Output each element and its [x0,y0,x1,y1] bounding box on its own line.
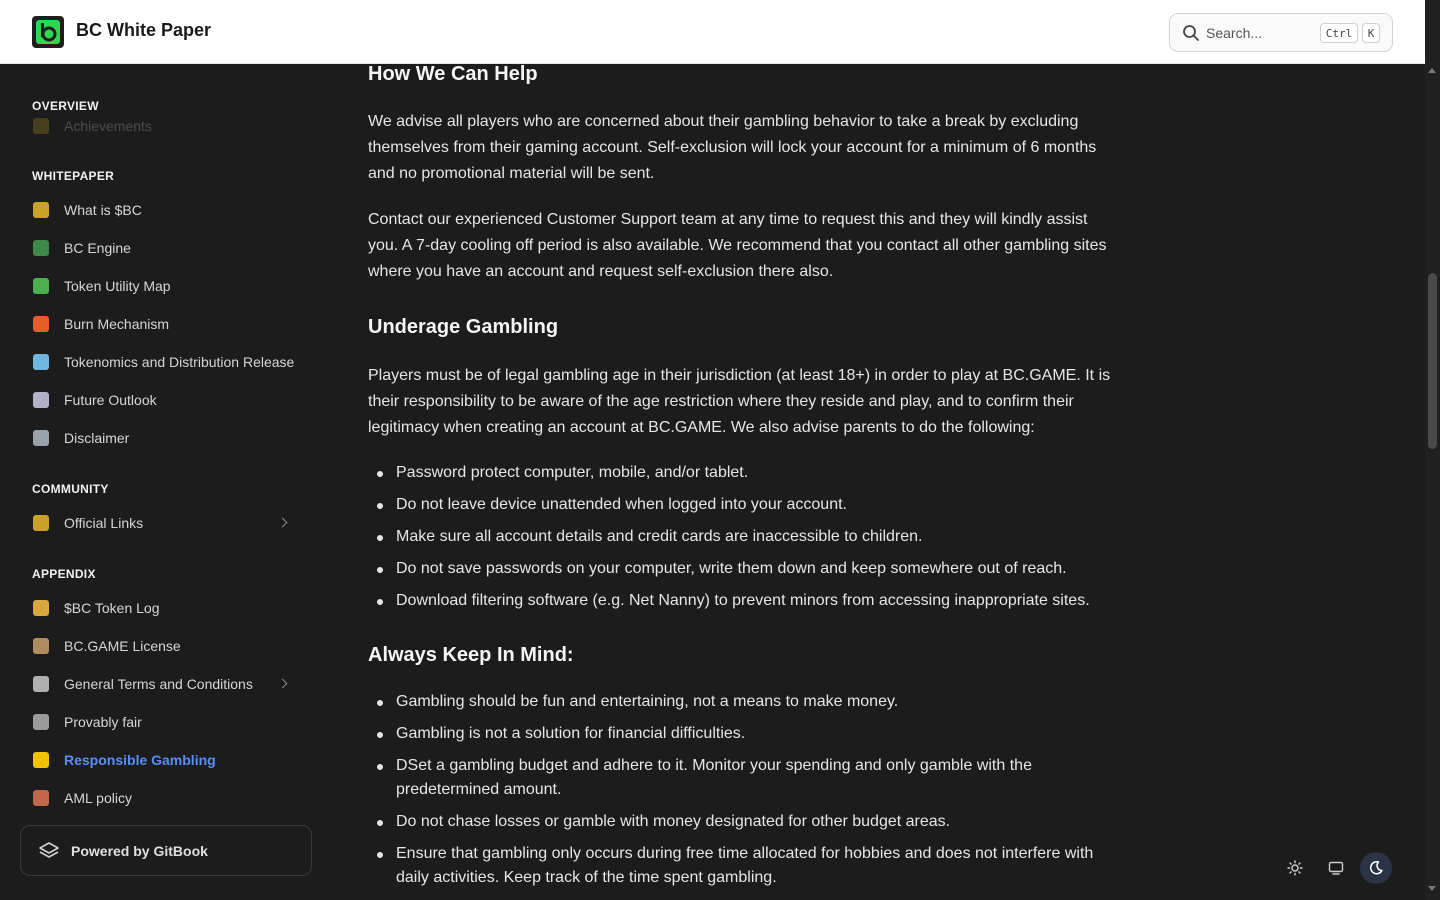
sidebar-item-label: Burn Mechanism [64,316,170,332]
sidebar-item-label: $BC Token Log [64,600,160,616]
section-title-whitepaper: WHITEPAPER [32,169,115,183]
list-item: Do not save passwords on your computer, write them down and keep somewhere out of reach. [368,557,1118,581]
search-box[interactable] [1169,13,1393,52]
top-header [0,0,1425,64]
gem-icon [33,354,49,370]
sidebar-item-label: BC Engine [64,240,131,256]
memo-icon [33,676,49,692]
sidebar-item-label: General Terms and Conditions [64,676,253,692]
search-placeholder: Search... [1206,25,1263,41]
sidebar-item-label: BC.GAME License [64,638,181,654]
sidebar-item-aml-policy[interactable] [24,782,304,814]
bc-logo-icon [35,19,61,45]
underage-bullet-list [368,461,1118,621]
section-title-overview: OVERVIEW [32,99,99,113]
scales-icon [33,714,49,730]
sidebar-item-future-outlook[interactable] [24,384,304,416]
sidebar-item-tokenomics-and-distribution-release[interactable] [24,346,304,378]
list-item: Make sure all account details and credit cards are inaccessible to children. [368,525,1118,549]
paragraph-help-2: Contact our experienced Customer Support team at any time to request this and they will kindly assist you. A 7-day cooling off period is also available. We recommend that you contact all other gambling sites where you have an account and request self-exclusion there also. [368,211,1107,280]
clipboard-icon [33,638,49,654]
sidebar-item-general-terms-and-conditions[interactable] [24,668,304,700]
sidebar-item-label: What is $BC [64,202,142,218]
sidebar-item-label: Disclaimer [64,430,130,446]
system-mode-button[interactable] [1320,852,1352,884]
people-icon [33,515,49,531]
sidebar-item-disclaimer[interactable] [24,422,304,454]
sidebar-item-label: Provably fair [64,714,142,730]
folder-icon [33,600,49,616]
sidebar-item-what-is-bc[interactable] [24,194,304,226]
sidebar-item-provably-fair[interactable] [24,706,304,738]
heading-underage-gambling: Underage Gambling [368,316,559,338]
scroll-down-arrow[interactable] [1428,886,1436,891]
sidebar-item-label: AML policy [64,790,132,806]
chevron-right-icon[interactable] [278,518,288,528]
battery-icon [33,278,49,294]
sidebar-item-label: Achievements [64,118,152,134]
sidebar-item-bc-engine[interactable] [24,232,304,264]
coin-icon [33,202,49,218]
sidebar-item-label: Future Outlook [64,392,157,408]
heading-how-we-can-help: How We Can Help [368,63,538,85]
sidebar-item-burn-mechanism[interactable] [24,308,304,340]
dark-mode-button[interactable] [1360,852,1392,884]
shortcut-ctrl-key: Ctrl [1320,23,1358,43]
sidebar-item-token-utility-map[interactable] [24,270,304,302]
paragraph-help-1: We advise all players who are concerned about their gambling behavior to take a break by excluding themselves from their gaming account. Self-exclusion will lock your account for a minimum of 6 months and no promotional material will be sent. [368,113,1097,182]
monitor-icon [1328,860,1344,876]
chevron-right-icon[interactable] [278,679,288,689]
site-title[interactable]: BC White Paper [76,20,212,40]
sidebar-item-bc-token-log[interactable] [24,592,304,624]
list-item: Ensure that gambling only occurs during free time allocated for hobbies and does not interfere with daily activities. Keep track of the time spent gambling. [368,842,1118,890]
sidebar-item-label: Token Utility Map [64,278,171,294]
gitbook-icon [38,841,60,861]
moon-icon [1368,860,1384,876]
engine-icon [33,240,49,256]
list-item: Gambling should be fun and entertaining, not a means to make money. [368,690,1118,714]
sidebar-item-official-links[interactable] [24,507,304,539]
sidebar-item-label: Responsible Gambling [64,752,216,768]
list-item: Password protect computer, mobile, and/or tablet. [368,461,1118,485]
site-logo[interactable] [32,16,64,48]
sidebar-item-bc-game-license[interactable] [24,630,304,662]
inbox-icon [33,790,49,806]
paragraph-underage: Players must be of legal gambling age in their jurisdiction (at least 18+) in order to play at BC.GAME. It is their responsibility to be aware of the age restriction where they reside and play, and to confirm their legitimacy when creating an account at BC.GAME. We also advise parents to do the following: [368,367,1111,436]
page-scrollbar[interactable] [1425,0,1440,900]
page-icon [33,430,49,446]
sidebar-item-label: Tokenomics and Distribution Release [64,354,295,370]
gitbook-label: Powered by GitBook [71,843,208,859]
section-title-appendix: APPENDIX [32,567,96,581]
sidebar-item-label: Official Links [64,515,144,531]
powered-by-gitbook-link[interactable] [20,825,312,876]
list-item: Do not leave device unattended when logged into your account. [368,493,1118,517]
fire-icon [33,316,49,332]
section-title-community: COMMUNITY [32,482,109,496]
sidebar-item-achievements[interactable] [24,110,304,142]
keep-in-mind-bullet-list [368,690,1118,898]
list-item: Gambling is not a solution for financial difficulties. [368,722,1118,746]
trophy-icon [33,118,49,134]
list-item: Do not chase losses or gamble with money designated for other budget areas. [368,810,1118,834]
list-item: DSet a gambling budget and adhere to it. Monitor your spending and only gamble with the predetermined amount. [368,754,1118,802]
shortcut-k-key: K [1362,23,1380,43]
light-mode-button[interactable] [1279,852,1311,884]
scroll-thumb[interactable] [1428,273,1437,449]
scroll-up-arrow[interactable] [1428,68,1436,73]
search-icon [1182,24,1200,42]
beginner-icon [33,752,49,768]
sun-icon [1287,860,1303,876]
heading-always-keep-in-mind: Always Keep In Mind: [368,644,574,666]
rocket-icon [33,392,49,408]
sidebar [0,64,330,900]
list-item: Download filtering software (e.g. Net Nanny) to prevent minors from accessing inappropriate sites. [368,589,1118,613]
sidebar-item-responsible-gambling[interactable] [24,744,304,776]
